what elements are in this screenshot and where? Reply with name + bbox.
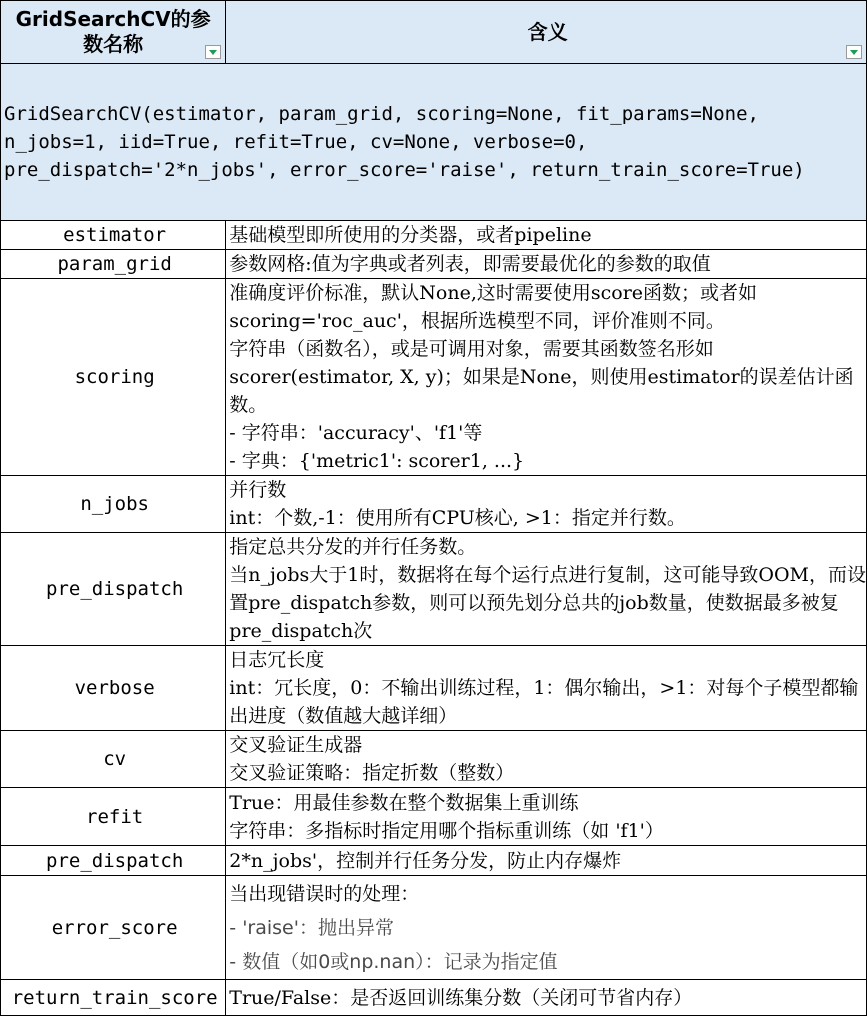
desc-line: - 'raise'：抛出异常 xyxy=(229,916,394,939)
param-desc-cell[interactable] xyxy=(226,646,867,731)
param-name-cell[interactable]: estimator xyxy=(1,221,226,250)
header-meaning-cell[interactable] xyxy=(226,1,867,64)
desc-line: 当出现错误时的处理： xyxy=(229,882,420,905)
table-row xyxy=(1,221,867,250)
param-desc-cell[interactable] xyxy=(226,221,867,250)
desc-line: - 字符串：'accuracy'、'f1'等 xyxy=(229,422,483,444)
param-desc-cell[interactable] xyxy=(226,279,867,476)
table-row xyxy=(1,788,867,846)
table-row xyxy=(1,476,867,533)
table-row xyxy=(1,646,867,731)
signature-cell[interactable]: GridSearchCV(estimator, param_grid, scoring=None, fit_params=None, n_jobs=1, iid=True, refit=True, cv=None, verbose=0, pre_dispatch='2*n_jobs', error_score='raise', return_train_score=True) xyxy=(1,64,867,221)
param-name-cell[interactable]: error_score xyxy=(1,876,226,980)
header-row xyxy=(1,1,867,64)
param-name-cell[interactable]: scoring xyxy=(1,279,226,476)
param-name-cell[interactable]: pre_dispatch xyxy=(1,846,226,876)
filter-dropdown-icon[interactable] xyxy=(846,45,862,59)
table-row xyxy=(1,731,867,788)
param-desc-cell[interactable] xyxy=(226,250,867,279)
param-desc-cell[interactable] xyxy=(226,731,867,788)
desc-line: 日志冗长度 xyxy=(229,649,325,671)
signature-row xyxy=(1,64,867,221)
desc-line: int：冗长度，0：不输出训练过程，1：偶尔输出，>1：对每个子模型都输出进度（数值越大越详细） xyxy=(229,677,859,727)
filter-dropdown-icon[interactable] xyxy=(205,45,221,59)
desc-line: 字符串：多指标时指定用哪个指标重训练（如 'f1'） xyxy=(229,819,664,842)
desc-line: 参数网格:值为字典或者列表，即需要最优化的参数的取值 xyxy=(229,253,711,275)
param-name-cell[interactable]: n_jobs xyxy=(1,476,226,533)
desc-line: 当n_jobs大于1时，数据将在每个运行点进行复制，这可能导致OOM，而设置pre_dispatch参数，则可以预先划分总共的job数量，使数据最多被复pre_dispatch次 xyxy=(229,564,866,642)
table-row xyxy=(1,980,867,1016)
param-name-cell[interactable]: refit xyxy=(1,788,226,846)
param-desc-cell[interactable] xyxy=(226,476,867,533)
param-name-cell[interactable]: return_train_score xyxy=(1,980,226,1016)
desc-line: True：用最佳参数在整个数据集上重训练 xyxy=(229,791,579,814)
desc-line: 交叉验证生成器 xyxy=(229,734,363,756)
param-name-cell[interactable]: verbose xyxy=(1,646,226,731)
desc-line: - 数值（如0或np.nan）：记录为指定值 xyxy=(229,950,558,973)
desc-line: True/False：是否返回训练集分数（关闭可节省内存） xyxy=(229,986,693,1009)
desc-line: 准确度评价标准，默认None,这时需要使用score函数；或者如scoring='roc_auc'，根据所选模型不同，评价准则不同。 xyxy=(229,282,758,332)
desc-line: 基础模型即所使用的分类器，或者pipeline xyxy=(229,224,592,246)
param-name-cell[interactable]: pre_dispatch xyxy=(1,533,226,646)
param-desc-cell[interactable] xyxy=(226,846,867,876)
header-param-label: GridSearchCV的参数名称 xyxy=(15,7,211,56)
param-desc-cell[interactable] xyxy=(226,980,867,1016)
desc-line: 字符串（函数名），或是可调用对象，需要其函数签名形如scorer(estimator, X, y)；如果是None，则使用estimator的误差估计函数。 xyxy=(229,338,854,416)
desc-line: - 字典：{'metric1': scorer1, ...} xyxy=(229,450,525,472)
param-desc-cell[interactable] xyxy=(226,876,867,980)
table-row xyxy=(1,279,867,476)
param-desc-cell[interactable] xyxy=(226,533,867,646)
desc-line: int：个数,-1：使用所有CPU核心, >1：指定并行数。 xyxy=(229,507,686,529)
table-row xyxy=(1,533,867,646)
desc-line: 2*n_jobs'，控制并行任务分发，防止内存爆炸 xyxy=(229,849,622,872)
table-row xyxy=(1,876,867,980)
param-name-cell[interactable]: cv xyxy=(1,731,226,788)
table-row xyxy=(1,250,867,279)
desc-line: 指定总共分发的并行任务数。 xyxy=(229,536,477,558)
header-param-cell[interactable] xyxy=(1,1,226,64)
header-meaning-label: 含义 xyxy=(527,20,568,44)
param-name-cell[interactable]: param_grid xyxy=(1,250,226,279)
param-desc-cell[interactable] xyxy=(226,788,867,846)
desc-line: 交叉验证策略：指定折数（整数） xyxy=(229,762,515,784)
table-row xyxy=(1,846,867,876)
desc-line: 并行数 xyxy=(229,479,287,501)
